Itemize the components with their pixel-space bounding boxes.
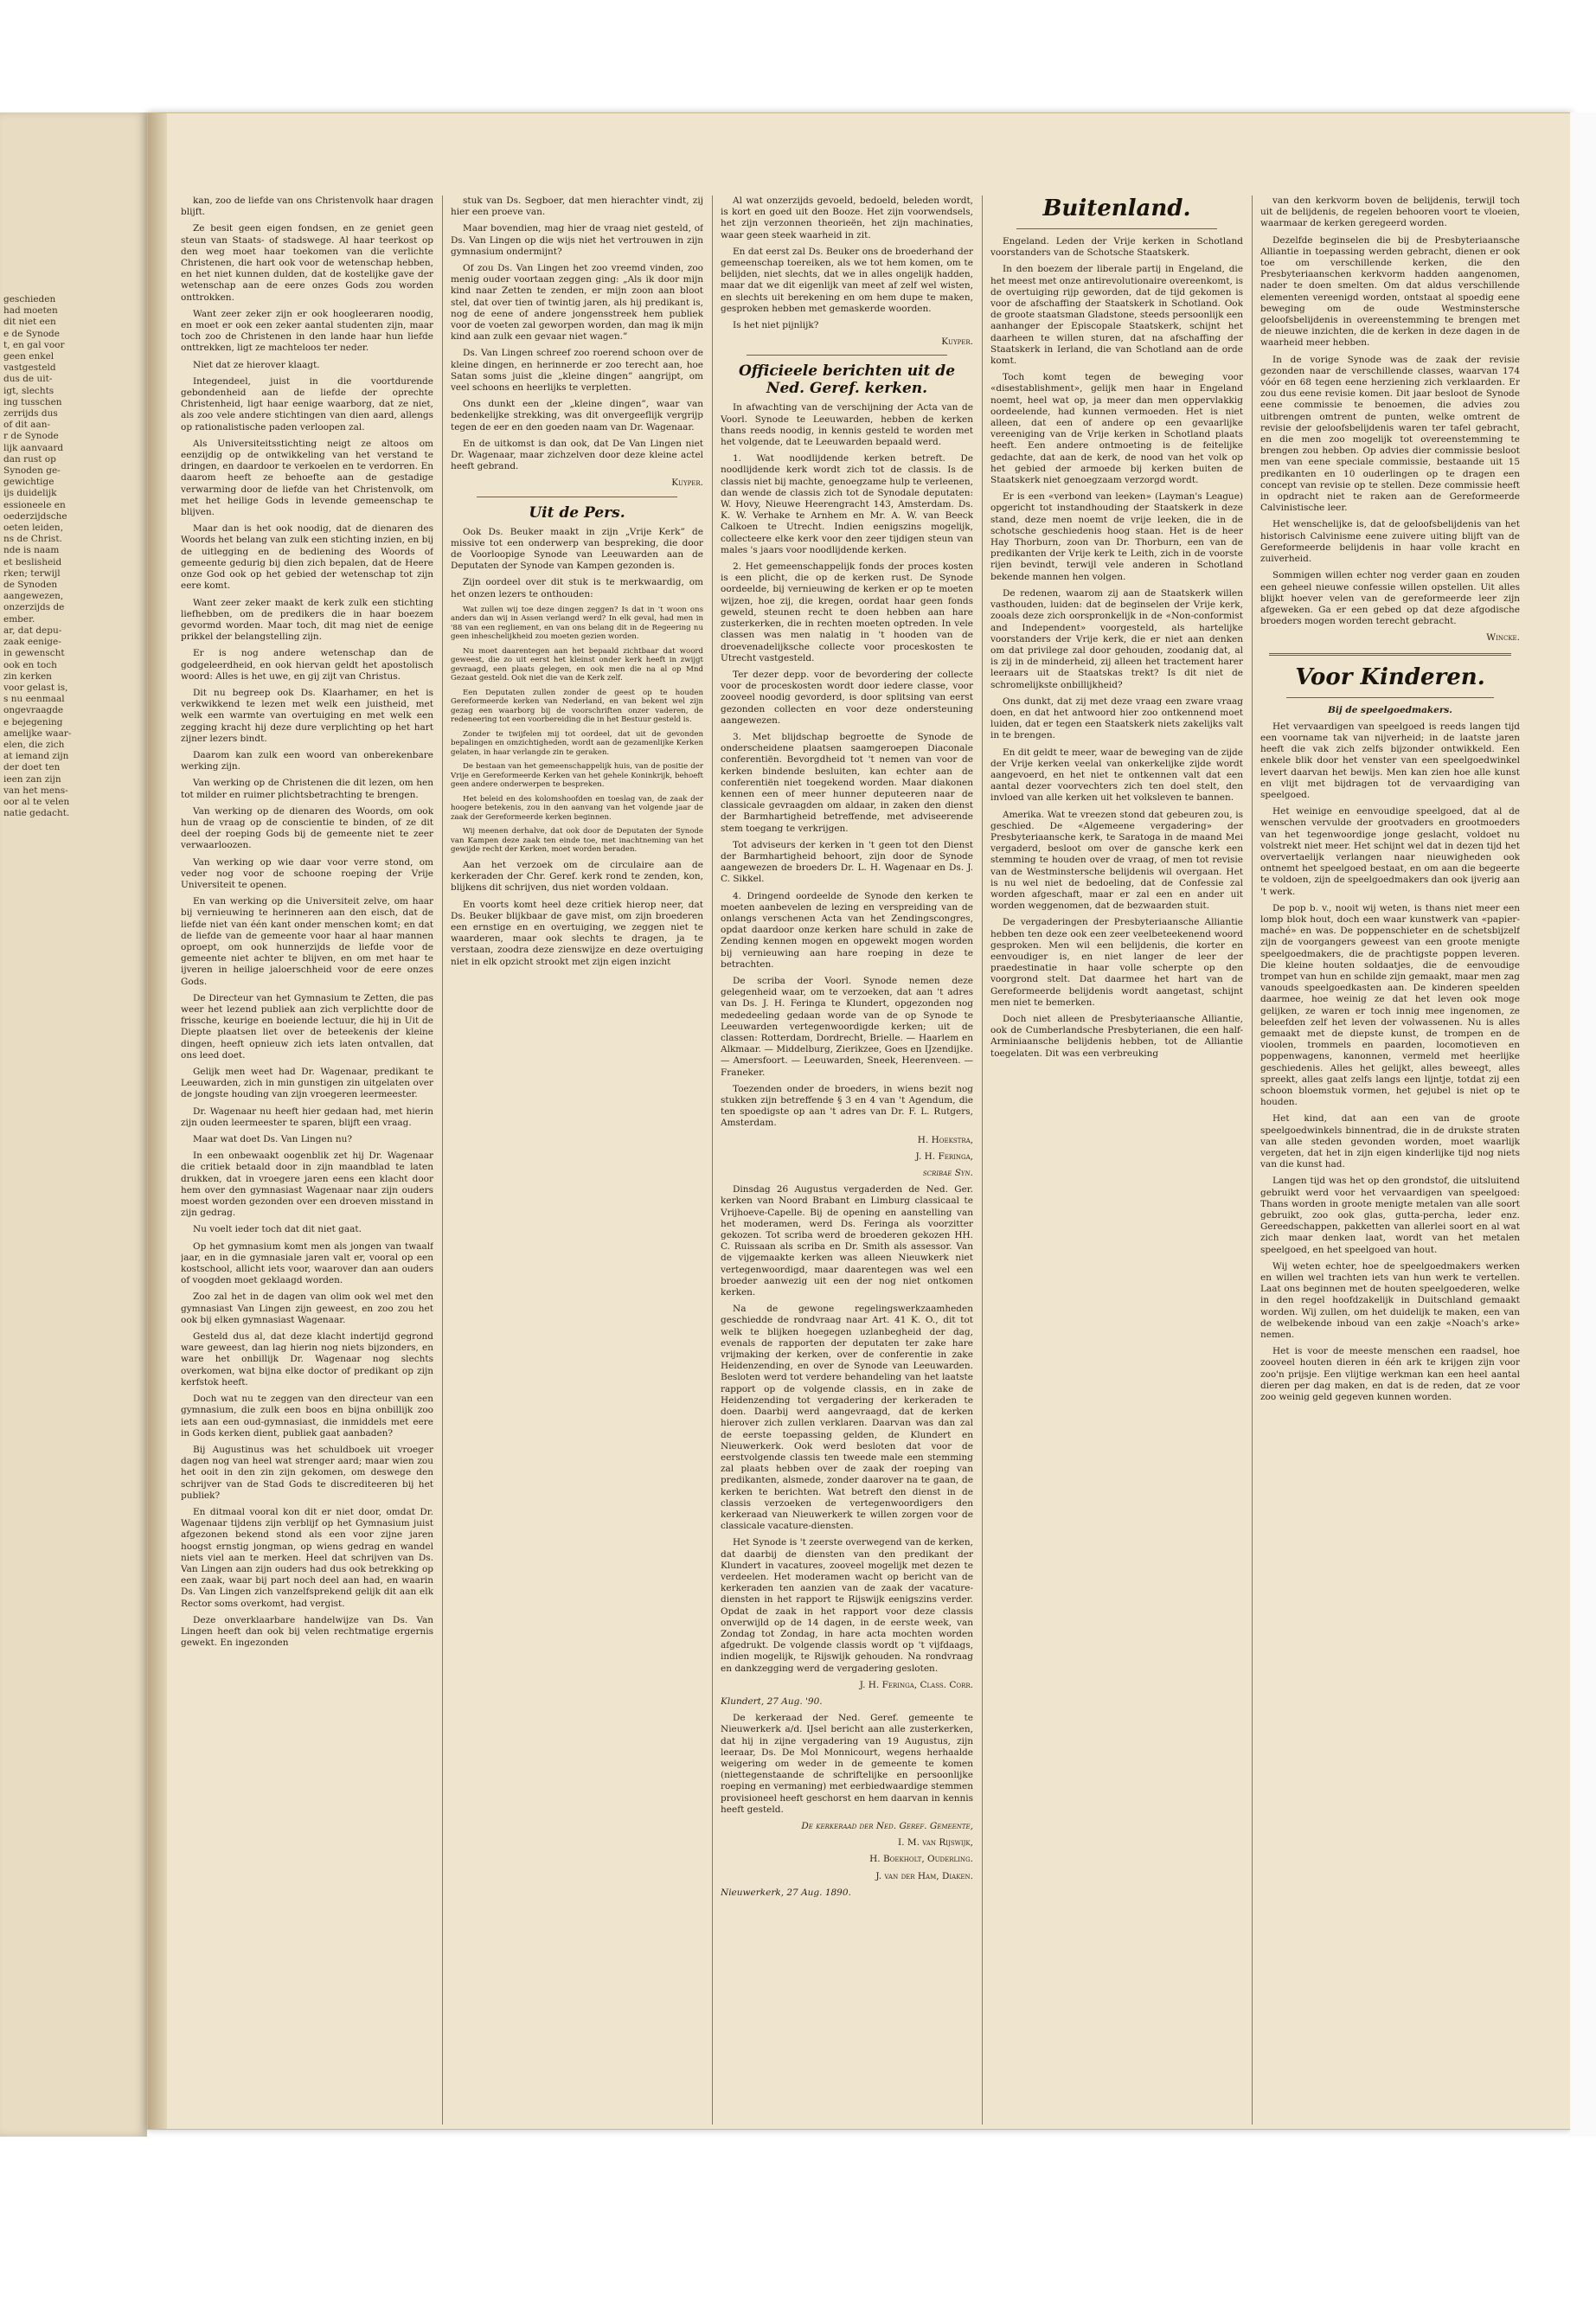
paragraph: 2. Het gemeenschappelijk fonds der proces kosten is een plicht, die op de kerken rust. De Synode oordeelde, bij vernieuwing de kerken er op te moeten wijzen, hoe zij, die kregen, oordat haar geen fonds geweld, steunen recht te doen hebben aan hare zusterkerken, die in rechten moeten optreden. In vele classen was men nalatig in 't hooden van de droevenadelijksche collecte voor proceskosten te Utrecht vastgesteld. [721,561,973,663]
paragraph: Aan het verzoek om de circulaire aan de kerkeraden der Chr. Geref. kerk rond te zenden, kon, blijkens dit schrijven, dus niet worden voldaan. [451,859,703,894]
paragraph: En dit geldt te meer, waar de beweging van de zijde der Vrije kerken veelal van onkerkelijke zijde wordt aangevoerd, en het niet te ontkennen valt dat een aantal dezer voorvechters zich ten doel stelt, den invloed van alle kerken uit het volksleven te bannen. [990,747,1243,804]
fragment-line: natie gedacht. [3,808,70,819]
signature: H. Boekholt, Ouderling. [869,1854,973,1865]
fragment-line: ns de Christ. [3,534,62,545]
paragraph: Toch komt tegen de beweging voor «disestablishment», gelijk men haar in Engeland noemt, heel wat op, ja meer dan men oppervlakkig oordeelende, had kunnen vermoeden. Het is niet alleen, dat een of andere op een gevaarlijke vereeniging van de Vrije kerken in Schotland plaats heeft. Een andere ontmoeting is de feitelijke gedachte, dat aan de kerk, de nood van het volk op het gebied der armoede bij kerken buiten de Staatskerk niet genoegzaam verzorgd wordt. [990,372,1243,486]
paragraph: Dit nu begreep ook Ds. Klaarhamer, en het is verkwikkend te lezen met welk een juistheid, met welk een warmte van overtuiging en met welk een zegging kracht hij deze dure verplichting op het hart zijner lezers bindt. [181,687,433,744]
fragment-line: ook en toch [3,659,57,670]
paragraph: kan, zoo de liefde van ons Christenvolk haar dragen blijft. [181,195,433,218]
quoted-paragraph: Zonder te twijfelen mij tot oordeel, dat uit de gevonden bepalingen en omzichtigheden, wordt aan de gezamenlijke Kerken gelaten, in haar verlangde zin te geraken. [451,729,703,757]
divider [1269,653,1511,656]
quoted-paragraph: De bestaan van het gemeenschappelijk huis, van de positie der Vrije en Gereformeerde Kerken van het gehele Koninkrijk, behoeft geen andere onderwerpen te bespreken. [451,762,703,790]
paragraph: stuk van Ds. Segboer, dat men hierachter vindt, zij hier een proeve van. [451,195,703,218]
paragraph: En voorts komt heel deze critiek hierop neer, dat Ds. Beuker blijkbaar de gave mist, om zijn broederen een ernstige en en overtuiging, we zeggen niet te waarderen, maar ook slechts te dragen, ja te verstaan, zoodra deze zienswijze en deze overtuiging niet in elk opzicht strookt met zijn eigen inzicht [451,899,703,967]
paragraph: De scriba der Voorl. Synode nemen deze gelegenheid waar, om te verzoeken, dat aan 't adres van Ds. J. H. Feringa te Klundert, opgezonden nog mededeeling gedaan worde van de op Synode te Leeuwarden vertegenwoordigde kerken; uit de classen: Rotterdam, Dordrecht, Brielle. — Haarlem en Alkmaar. — Middelburg, Zierikzee, Goes en IJzendijke. — Amersfoort. — Leeuwarden, Sneek, Heerenveen. — Franeker. [721,975,973,1078]
fragment-line: Synoden ge- [3,465,61,477]
paragraph: De kerkeraad der Ned. Geref. gemeente te Nieuwerkerk a/d. IJsel bericht aan alle zusterkerken, dat hij in zijne vergadering van 19 Augustus, zijn leeraar, Ds. De Mol Monnicourt, wegens herhaalde weigering om weder in de gemeente te komen (niettegenstaande de schriftelijke en persoonlijke roeping en vermaning) met eerbiedwaardige stemmen provisioneel heeft geschorst en hem daarvan in kennis heeft gesteld. [721,1713,973,1815]
fragment-line: elen, die zich [3,739,65,750]
paragraph: Er is nog andere wetenschap dan de godgeleerdheid, en ook hiervan geldt het apostolisch woord: Alles is het uwe, en gij zijt van Christus. [181,648,433,682]
paragraph: 3. Met blijdschap begroette de Synode de onderscheidene plaatsen saamgeroepen Diaconale conferentiën. Bevorgdheid tot 't nemen van voor de kerken bindende besluiten, kan echter aan de conferentiën niet toegekend worden. Maar diakonen kennen een of meer hunner deputeeren naar de classicale gevraagden om aldaar, in zaken den dienst der Barmhartigheid betreffende, met adviseerende stem toegang te verkrijgen. [721,731,973,834]
binding-gutter [148,113,167,2129]
paragraph: Daarom kan zulk een woord van onberekenbare werking zijn. [181,749,433,772]
paragraph: Bij Augustinus was het schuldboek uit vroeger dagen nog van heel wat strenger aard; maar wien zou het ooit in den zin zijn gekomen, om deswege den schrijver van de Stad Gods te discrediteeren bij het publiek? [181,1444,433,1501]
fragment-line: dus de uit- [3,374,53,385]
paragraph: Na de gewone regelingswerkzaamheden geschiedde de rondvraag naar Art. 41 K. O., dit tot welk te blijken hoegegen uzlanbegheid der dag, evenals de rapporten der deputaten ter zake hare vrijmaking der kerken, over de conferentie in zake Heidenzending, en over de Synode van Leeuwarden. Besloten werd tot verdere behandeling van het laatste rapport op de volgende classis, en in zake de Heidenzending tot vergadering der kerkeraden te doen. Daarbij werd aangevraagd, dat de kerken hierover zich zullen verklaren. Daarvan was dan zal de eerste toepassing gelden, de Klundert en Nieuwerkerk. Ook werd besloten dat voor de eerstvolgende classis ten tweede male een stemming zal plaats hebben over de zaak der roeping van predikanten, alsmede, zonder daarover na te gaan, de kerken te berichten. Wat betreft den dienst in de classis verzoeken de vertegenwoordigers den kerkeraad van Nieuwerkerk te willen zorgen voor de classicale vacature-diensten. [721,1304,973,1532]
paragraph: Ds. Van Lingen schreef zoo roerend schoon over de kleine dingen, en herinnerde er zoo terecht aan, hoe Satan soms juist die „kleine dingen” aangrijpt, om veel schoons en heerlijks te verpletten. [451,348,703,394]
column-2 [451,195,703,2116]
column-rule [442,195,443,2125]
paragraph: Al wat onzerzijds gevoeld, bedoeld, beleden wordt, is kort en goed uit den Booze. Het zijn voorwendsels, het zijn verzonnen theorieën, het zijn machinaties, waar geen steek waarheid in zit. [721,195,973,240]
quoted-paragraph: Het beleid en des kolomshoofden en toeslag van, de zaak der hoogere betekenis, zou in den aanvang van het volgende jaar de zaak der Gereformeerde kerken beginnen. [451,794,703,822]
previous-page-edge [0,112,147,2137]
fragment-line: ieen zan zijn [3,773,61,785]
fragment-line: dit niet een [3,317,56,328]
fragment-line: ar, dat depu- [3,625,62,636]
signature: Kuyper. [671,478,703,489]
section-heading-buitenland: Buitenland. [1042,195,1191,221]
fragment-line: e bejegening [3,716,63,727]
fragment-line: ember. [3,613,35,625]
fragment-line: amelijke waar- [3,727,72,739]
fragment-line: of dit aan- [3,420,51,431]
paragraph: Ze besit geen eigen fondsen, en ze geniet geen steun van Staats- of stadswege. Al haar teerkost op den weg moet haar toekomen van die verlichte Christenen, die hart ook voor de wetenschap hebben, en het niet kunnen dulden, dat de kostelijke gave der wetenschap aan de eere onzes Gods zou worden onttrokken. [181,223,433,303]
fragment-line: r de Synode [3,431,59,442]
paragraph: De Directeur van het Gymnasium te Zetten, die pas weer het lezend publiek aan zich verplichtte door de frissche, keurige en boeiende lectuur, die hij in Uit de Diepte plaatsen liet over de beteekenis der kleine dingen, heeft opnieuw zich iets laten ontvallen, dat ons leed doet. [181,992,433,1061]
signature: I. M. van Rijswijk, [898,1837,973,1849]
section-heading-officieele-berichten: Officieele berichten uit de Ned. Geref. kerken. [738,362,956,398]
paragraph: Er is een «verbond van leeken» (Layman's League) opgericht tot instandhouding der Staatskerk in deze stand, deze men noemt de vrije leeken, die in de schotsche geschiedenis hoog staan. Het is de heer Hay Thorburn, zoon van Dr. Thorburn, een van de predikanten der Vrije kerk te Leith, zich in de voorste rijen bevindt, terwijl vele anderen in Schotland bekende mannen hen volgen. [990,491,1243,582]
scan-background [1570,112,1596,2137]
signature: Wincke. [1486,632,1520,644]
quoted-paragraph: Nu moet daarentegen aan het bepaald zichtbaar dat woord geweest, die zo uit eerst het kleinst onder kerk heeft in zwijgt gevraagd, een plaats gelegen, en ook men die na al op Mnd Gezaat gesteld. Ook niet die van de Kerk zelf. [451,646,703,683]
paragraph: Maar wat doet Ds. Van Lingen nu? [193,1134,352,1145]
fragment-line: rken; terwijl [3,567,61,579]
paragraph: Of zou Ds. Van Lingen het zoo vreemd vinden, zoo menig ouder voortaan zeggen ging: „Als ik door mijn kind naar Zetten te zenden, er mijn zoon aan bloot stel, dat over tien of twintig jaren, als hij predikant is, nog de eene of andere jongensstreek hem publiek voor de voeten zal geworpen worden, dan mag ik mijn kind aan zulk een gevaar niet wagen.” [451,263,703,343]
signature: De kerkeraad der Ned. Geref. Gemeente, [801,1821,973,1831]
fragment-line: oor al te velen [3,796,70,807]
newspaper-page [147,112,1572,2130]
paragraph: Want zeer zeker maakt de kerk zulk een stichting liefhebben, om de predikers die in haar boezem gevormd worden. Maar toch, dit mag niet de eenige prikkel der belangstelling zijn. [181,597,433,643]
paragraph: Zijn oordeel over dit stuk is te merkwaardig, om het onzen lezers te onthouden: [451,577,703,599]
fragment-line: ongevraagde [3,705,64,716]
fragment-line: onzerzijds de [3,602,65,613]
paragraph: Het weinige en eenvoudige speelgoed, dat al de wenschen vervulde der grootvaders en grootmoeders van het tegenwoordige jonge geslacht, voldoet nu volstrekt niet meer. Het schijnt wel dat in dezen tijd het oververtaelijk verlangen naar nieuwigheden ook ontnemt het speelgoed bestaat, en om aan die begeerte te voldoen, zijn de speelgoedmakers dan ook ijverig aan 't werk. [1260,806,1520,897]
fragment-line: s nu eenmaal [3,694,65,705]
fragment-line: dan rust op [3,453,56,465]
fragment-line: had moeten [3,305,58,317]
paragraph: Maar bovendien, mag hier de vraag niet gesteld, of Ds. Van Lingen op die wijs niet het vertrouwen in zijn gymnasium ondermijnt? [451,223,703,257]
paragraph: Dezelfde beginselen die bij de Presbyteriaansche Alliantie in toepassing werden gebracht, dienen er ook toe om verschillende kerken, die den Presbyteriaanschen kerkvorm hadden aangenomen, nader te doen smelten. Om dat aldus verschillende elementen vereenigd worden, ontstaat al spoedig eene beweging om de oude Westminstersche geloofsbelijdenis in overeenstemming te brengen met de nieuwe inzichten, die de kerken in deze dagen in de waarheid meer hebben. [1260,234,1520,349]
paragraph: Dr. Wagenaar nu heeft hier gedaan had, met hierin zijn ouden leermeester te sparen, blijft een vraag. [181,1106,433,1128]
quoted-paragraph: Wij meenen derhalve, dat ook door de Deputaten der Synode van Kampen deze zaak ten einde toe, met inachtneming van het gewijde recht der Kerken, moet worden beraden. [451,827,703,855]
fragment-line: lijk aanvaard [3,442,64,453]
quoted-paragraph: Een Deputaten zullen zonder de geest op te houden Gereformeerde kerken van Nederland, en van bekent wel zijn gezag een waarborg bij de voorschriften onzer vaderen, de redeneering tot een voorbereiding die in het Bestuur gesteld is. [451,688,703,725]
paragraph: Van werking op de dienaren des Woords, om ook hun de vraag op de conscientie te binden, of ze dit deel der roeping Gods bij de gemeente niet te zeer verwaarloozen. [181,805,433,851]
paragraph: In afwachting van de verschijning der Acta van de Voorl. Synode te Leeuwarden, hebben de kerken thans reeds noodig, in kennis gesteld te worden met het volgende, dat te Leeuwarden bepaald werd. [721,402,973,448]
column-4 [990,195,1243,2116]
fragment-line: geen enkel [3,351,54,362]
paragraph: Doch niet alleen de Presbyteriaansche Alliantie, ook de Cumberlandsche Presbyterianen, die een half-Arminiaansche belijdenis hebben, tot de Alliantie toegelaten. Dit was een verbreuking [990,1014,1243,1059]
column-rule [712,195,713,2125]
paragraph: De vergaderingen der Presbyteriaansche Alliantie hebben ten deze ook een zeer veelbeteekenend woord gesproken. Men wil een belijdenis, die korter en eenvoudiger is, en niet langer de leer der praedestinatie in haar volle scherpte op den voorgrond stelt. Dat daarmee het hart van de Gereformeerde belijdenis wordt aangetast, schijnt men niet te bemerken. [990,917,1243,1008]
paragraph: Sommigen willen echter nog verder gaan en zouden een geheel nieuwe confessie willen opstellen. Uit alles blijkt hoever velen van de gereformeerde leer zijn afgeweken. Ga er een gebed op dat deze afgodische broeders mogen worden terecht gebracht. [1260,570,1520,627]
paragraph: Niet dat ze hierover klaagt. [193,359,320,370]
column-5 [1260,195,1520,2116]
paragraph: En dat eerst zal Ds. Beuker ons de broederhand der gemeenschap toereiken, als we tot hem komen, om te belijden, niet slechts, dat we in alles ongelijk hadden, maar dat we dit eigenlijk van meet af zelf wel wisten, en slechts uit berekening en om hem dupe te maken, gesproken hebben met gemaskerde woorden. [721,246,973,314]
fragment-line: in gewenscht [3,648,65,659]
paragraph: Het vervaardigen van speelgoed is reeds langen tijd een voorname tak van nijverheid; in de laatste jaren heeft die vak zich zelfs bijzonder ontwikkeld. Een enkele blik door het venster van een speelgoedwinkel levert daarvan het bewijs. Men kan zien hoe alle kunst en vlijt met bijdragen tot de vervaardiging van speelgoed. [1260,721,1520,800]
paragraph: Is het niet pijnlijk? [733,320,819,331]
paragraph: Maar dan is het ook noodig, dat de dienaren des Woords het belang van zulk een stichting inzien, en bij de uitlegging en de bediening des Woords of gemeente gedurig bij dien zich bepalen, dat de Heere onze God ook op het gebied der wetenschap tot zijn eere komt. [181,523,433,592]
paragraph: Het kind, dat aan een van de groote speelgoedwinkels binnentrad, die in de drukste straten van alle steden gevonden worden, moet waarlijk vergeten, dat het in zijn eigen kinderlijke tijd nog niets van die kunst had. [1260,1113,1520,1170]
signature: H. Hoekstra, [917,1134,973,1145]
paragraph: Amerika. Wat te vreezen stond dat gebeuren zou, is geschied. De «Algemeene vergadering» der Presbyteriaansche kerk, te Saratoga in de maand Mei vergaderd, besloot om over de gansche kerk een stemming te houden over de vraag, of men tot revisie van de Westminstersche belijdenis wil overgaan. Het is nu wel niet de bedoeling, dat de Confessie zal worden afgeschaft, maar er zal een en ander uit worden weggenomen, dat de bezwaarden stuit. [990,809,1243,912]
fragment-line: oederzijdsche [3,510,67,522]
paragraph: Van werking op de Christenen die dit lezen, om hen tot milder en ruimer plichtsbetrachting te brengen. [181,778,433,800]
paragraph: Ons dunkt een der „kleine dingen”, waar van bedenkelijke strekking, was dit onvergeeflijk vergrijp tegen de eer en den goeden naam van Dr. Wagenaar. [451,399,703,433]
paragraph: Het wenschelijke is, dat de geloofsbelijdenis van het historisch Calvinisme eene zuivere uiting blijft van de Gereformeerde belijdenis in haar volle kracht en zuiverheid. [1260,519,1520,565]
signature: J. van der Ham, Diaken. [875,1870,973,1881]
column-rule [982,195,983,2125]
fragment-line: at iemand zijn [3,751,69,762]
paragraph: Deze onverklaarbare handelwijze van Ds. Van Lingen heeft dan ook bij velen rechtmatige ergernis gewekt. En ingezonden [181,1614,433,1649]
fragment-line: ijs duidelijk [3,488,57,499]
fragment-line: der doet ten [3,762,61,773]
column-3 [721,195,973,2116]
section-heading-voor-kinderen: Voor Kinderen. [1295,663,1485,690]
fragment-line: zin kerken [3,670,52,682]
paragraph: Integendeel, juist in die voortdurende gebondenheid aan de liefde der oprechte Christenheid, ligt haar eenige waarborg, dat ze niet, als zoo vele andere stichtingen van dien aard, allengs op rationalistische paden verloopen zal. [181,375,433,433]
fragment-line: zaak eenige- [3,637,61,648]
section-heading-uit-de-pers: Uit de Pers. [529,503,625,522]
paragraph: 4. Dringend oordeelde de Synode den kerken te moeten aanbevelen de lezing en verspreiding van de onlangs verschenen Acta van het Zendingscongres, opdat daardoor onze kerken hare schuld in zake de Zending kennen mogen en opgewekt mogen worden bij vernieuwing aan hare roeping in deze te betrachten. [721,890,973,970]
signature: Kuyper. [941,336,973,348]
paragraph: Zoo zal het in de dagen van olim ook wel met den gymnasiast Van Lingen zijn geweest, en zoo zou het ook bij elken gymnasiast Wagenaar. [181,1292,433,1325]
fragment-line: oeten leiden, [3,522,64,534]
paragraph: Ook Ds. Beuker maakt in zijn „Vrije Kerk” de missive tot een onderwerp van bespreking, die door de Voorloopige Synode van Leeuwarden aan de Deputaten der Synode van Kampen gezonden is. [451,526,703,572]
paragraph: 1. Wat noodlijdende kerken betreft. De noodlijdende kerk wordt zich tot de classis. Is de classis niet bij machte, genoegzame hulp te verleenen, dan wende de classis zich tot de Synodale deputaten: W. Hovy, Nieuwe Heerengracht 143, Amsterdam. Ds. K. W. Verhake te Arnhem en Mr. A. W. van Beeck Calkoen te Utrecht. Indien eenigszins mogelijk, collecteere elke kerk voor den zeer tijdigen steun van males 's jaars voor noodlijdende kerken. [721,453,973,555]
divider [747,355,947,356]
column-1 [181,195,433,2116]
fragment-line: van het mens- [3,785,68,796]
dateline: Klundert, 27 Aug. '90. [721,1695,823,1707]
fragment-line: e de Synode [3,328,60,339]
paragraph: Ter dezer depp. voor de bevordering der collecte voor de proceskosten wordt door iedere classe, voor zooveel noodig gevorderd, is door splitsing van eerst gezonden collecten en voor deze ondersteuning aangewezen. [721,669,973,726]
column-rule [1252,195,1253,2125]
paragraph: Doch wat nu te zeggen van den directeur van een gymnasium, die zulk een boos en bijna onbillijk zoo iets aan een oud-gymnasiast, die inmiddels met eere in Gods kerken dient, publiek gaat aanbaden? [181,1394,433,1439]
paragraph: En van werking op die Universiteit zelve, om haar bij vernieuwing te herinneren aan den eisch, dat de liefde niet van één kant onder menschen komt; en dat de liefde van de gemeente voor haar al haar mannen oproept, om ook hunnerzijds de liefde voor de gemeente niet achter te blijven, en om met haar te ijveren in heilige jaloerschheid voor de eere onzes Gods. [181,896,433,987]
paragraph: Op het gymnasium komt men als jongen van twaalf jaar, en in die gymnasiale jaren valt er, vooral op een kostschool, allicht iets voor, waarover dan aan ouders of voogden moet geklaagd worden. [181,1240,433,1286]
fragment-line: gewichtige [3,477,54,488]
fragment-line: t, en gal voor [3,339,65,350]
paragraph: Toezenden onder de broeders, in wiens bezit nog stukken zijn betreffende § 3 en 4 van 't Agendum, die ten spoedigste op aan 't adres van Dr. F. L. Rutgers, Amsterdam. [721,1083,973,1129]
fragment-line: zerrijds dus [3,408,58,420]
paragraph: Het Synode is 't zeerste overwegend van de kerken, dat daarbij de diensten van den predikant der Klundert in vacatures, zooveel mogelijk met dezen te verdeelen. Het moderamen wacht op bericht van de kerkeraden ten aanzien van de zaak der vacature-diensten in het rapport te Rijswijk eenigszins verder. Opdat de zaak in het rapport voor deze classis onverwijld op de 14 dagen, in de eerste week, van Zondag tot Zondag, in hare acta mochten worden afgedrukt. De volgende classis wordt op 't vijfdaags, indien mogelijk, te Rijswijk gehouden. Na rondvraag en dankzegging werd de vergadering gesloten. [721,1537,973,1674]
paragraph: De redenen, waarom zij aan de Staatskerk willen vasthouden, luiden: dat de beginselen der Vrije kerk, zooals deze zich oorspronkelijk in de «Non-conformist and Independent» voorgesteld, als hartelijke voorstanders der Vrije kerk, die er niet aan denken om dat privilege zal door gehouden, zoodanig dat, al is zij in de minderheid, zij alleen het tractement harer leeraars uit de Staatskas trekt? Is dit niet de schromelijkste onbillijkheid? [990,587,1243,690]
paragraph: Want zeer zeker zijn er ook hoogleeraren noodig, en moet er ook een zeker aantal studenten zijn, maar toch zoo de Christenen in den lande haar hun liefde onttrekken, ligt ze machteloos ter neder. [181,308,433,354]
fragment-line: vastgesteld [3,362,56,374]
fragment-line: de Synoden [3,580,58,591]
divider [1016,228,1217,229]
signature: J. H. Feringa, Class. Corr. [859,1679,973,1690]
paragraph: In een onbewaakt oogenblik zet hij Dr. Wagenaar die critiek betaald door in zijn maandblad te laten drukken, dat in vroegere jaren eens een klacht door hem over den gymnasiast Wagenaar naar zijn ouders moest worden gezonden over een droeven misstand in zijn gedrag. [181,1150,433,1219]
fragment-line: geschieden [3,294,56,304]
paragraph: En ditmaal vooral kon dit er niet door, omdat Dr. Wagenaar tijdens zijn verblijf op het Gymnasium juist afgezonen bekend stond als een voor zijne jaren hoogst ernstig jongman, op wiens gedrag en wandel niets viel aan te merken. Heel dat schrijven van Ds. Van Lingen aan zijn ouders had dus ook betrekking op een zaak, waar bij part noch deel aan had, en waarin Ds. Van Lingen zich vanzelfsprekend gelijk dit aan elk Rector soms overkomt, had vergist. [181,1506,433,1609]
divider [1286,697,1494,698]
fragment-line: voor gelast is, [3,682,68,693]
paragraph: Nu voelt ieder toch dat dit niet gaat. [193,1224,362,1235]
paragraph: Langen tijd was het op den grondstof, die uitsluitend gebruikt werd voor het vervaardigen van speelgoed: Thans worden in groote menigte metalen van alle soort gebruikt, zoo ook glas, gutta-percha, leder enz. Gereedschappen, pakketten van allerlei soort en al wat zich maar denken laat, wordt van het metalen speelgoed, en het speelgoed van hout. [1260,1176,1520,1255]
paragraph: De pop b. v., nooit wij weten, is thans niet meer een lomp blok hout, doch een waar kunstwerk van «papier-maché» en was. De poppenschieter en de schetsbijzelf zijn de voorgangers geweest van een groote menigte speelgoedmakers, die de prachtigste poppen leveren. Die kleine houten soldaatjes, die de eenvoudige trompet van hun en schilde zijn gemaakt, maar men zag vanouds speelgoedkasten aan. De kinderen speelden daarmee, hoe weinig ze dat het leven ook moge gelijken, ze waren er toch innig mee ingenomen, ze beleefden zelf het leven der volwassenen. Nu is alles gemaakt met de diepste kunst, de trompen en de vioolen, trommels en paarden, locomotieven en poppenwagens, kanonnen, vermeld met heerlijke geschiedenis. Alles het gelijkt, alles beweegt, alles spreekt, alles gaat zelfs langs een lijntje, totdat zij een schoon bloemstuk vormen, het gejubel is niet op te houden. [1260,902,1520,1108]
signature: J. H. Feringa, [915,1150,973,1162]
paragraph: Gelijk men weet had Dr. Wagenaar, predikant te Leeuwarden, zich in min gunstigen zin uitgelaten over de jongste houding van zijn vroegeren leermeester. [181,1067,433,1100]
fragment-line: ing tusschen [3,396,62,407]
paragraph: Engeland. Leden der Vrije kerken in Schotland voorstanders van de Schotsche Staatskerk. [990,236,1243,259]
fragment-line: nde is naam [3,545,60,556]
fragment-line: et beslisheid [3,556,62,567]
article-subheading: Bij de speelgoedmakers. [1328,704,1452,715]
paragraph: In de vorige Synode was de zaak der revisie gezonden naar de verschillende classes, waarvan 174 vóór en 68 tegen eene herziening zich verklaarden. Er zou dus eene revisie komen. Dit jaar besloot de Synode eene commissie te benoemen, die advies zou uitbrengen omtrent de punten, welke omtrent de revisie der geloofsbelijdenis waren ter tafel gebracht, en die men zoo mogelijk tot overeenstemming te brengen zou hebben. Op advies dier commissie besloot men van eene speciale commissie, bestaande uit 15 predikanten en 10 ouderlingen op te dragen een concept van revisie op te stellen. Deze commissie heeft in opdracht niet te raken aan de Gereformeerde Calvinistische leer. [1260,354,1520,514]
quoted-paragraph: Wat zullen wij toe deze dingen zeggen? Is dat in 't woon ons anders dan wij in Assen verlangd werd? In elk geval, had men in '88 van een regliement, en van ons belang dit in de Regeering nu geen inheschelijkheid zou moeten gezien worden. [451,605,703,642]
paragraph: Het is voor de meeste menschen een raadsel, hoe zooveel houten dieren in één ark te krijgen zijn voor zoo'n prijsje. Een vlijtige werkman kan een heel aantal dieren per dag maken, en dat is de reden, dat ze voor zoo weinig geld gegeven kunnen worden. [1260,1346,1520,1403]
paragraph: Wij weten echter, hoe de speelgoedmakers werken en willen wel trachten iets van hun werk te vertellen. Laat ons beginnen met de houten speelgoederen, welke in den regel hoofdzakelijk in Duitschland gemaakt worden. Wij zullen, om het duidelijk te maken, een van de welbekende inboud van een zakje «Noach's arke» nemen. [1260,1260,1520,1341]
fragment-line: aangewezen, [3,591,64,602]
fragment-line: igt, slechts [3,385,54,396]
paragraph: Gesteld dus al, dat deze klacht indertijd gegrond ware geweest, dan lag hierin nog niets bijzonders, en ware het onbillijk Dr. Wagenaar nog slechts overkomen, wat bijna elke doctor of predikant op zijn kerfstok heeft. [181,1331,433,1388]
paragraph: En de uitkomst is dan ook, dat De Van Lingen niet Dr. Wagenaar, maar zichzelven door deze kleine actel heeft gebrand. [451,438,703,472]
paragraph: Als Universiteitsstichting neigt ze altoos om eenzijdig op de ontwikkeling van het verstand te dringen, en daardoor te verkoelen en te verdorren. En daarom heeft ze behoefte aan de gestadige verwarming door de liefde van het Christenvolk, om met het heilige Gods in levende gemeenschap te blijven. [181,438,433,518]
fragment-line: essioneele en [3,499,66,510]
paragraph: Van werking op wie daar voor verre stond, om veder nog voor de schoone roeping der Vrije Universiteit te openen. [181,856,433,890]
paragraph: Tot adviseurs der kerken in 't geen tot den Dienst der Barmhartigheid behoort, zijn door de Synode aangewezen de broeders Dr. L. H. Wagenaar en Ds. J. C. Sikkel. [721,839,973,885]
paragraph: Dinsdag 26 Augustus vergaderden de Ned. Ger. kerken van Noord Brabant en Limburg classicaal te Vrijhoeve-Capelle. Bij de opening en aanstelling van het moderamen, werd Ds. Feringa als voorzitter gekozen. Tot scriba werd de broederen gekozen HH. C. Ruissaan als scriba en Dr. Smith als assessor. Van de vijgemaakte kerken was alleen Nieuwkerk niet vertegenwoordigd, maar daarentegen was wel een broeder aanwezig uit een der nog niet ontkomen kerken. [721,1184,973,1298]
paragraph: Ons dunkt, dat zij met deze vraag een zware vraag doen, en dat het antwoord hier zoo ontkennend moet luiden, dat er tegen een Staatskerk niets zakelijks valt in te brengen. [990,695,1243,741]
paragraph: van den kerkvorm boven de belijdenis, terwijl toch uit de belijdenis, de regelen behooren voort te vloeien, waarmaar de kerken geregeerd worden. [1260,195,1520,229]
dateline: Nieuwerkerk, 27 Aug. 1890. [721,1887,851,1898]
previous-page-fragment [3,294,133,2232]
signature: scribae Syn. [922,1168,973,1179]
paragraph: In den boezem der liberale partij in Engeland, die het meest met onze antirevolutionaire overeenkomt, is de overtuiging rijp geworden, dat de tijd gekomen is voor de afschaffing der Staatskerk in Schotland. Ook de groote staatsman Gladstone, steeds persoonlijk een aanhanger der Episcopale Staatskerk, schijnt het daarheen te willen sturen, dat na afschaffing der Staatskerk in Ierland, die van Schotland aan de orde komt. [990,264,1243,367]
